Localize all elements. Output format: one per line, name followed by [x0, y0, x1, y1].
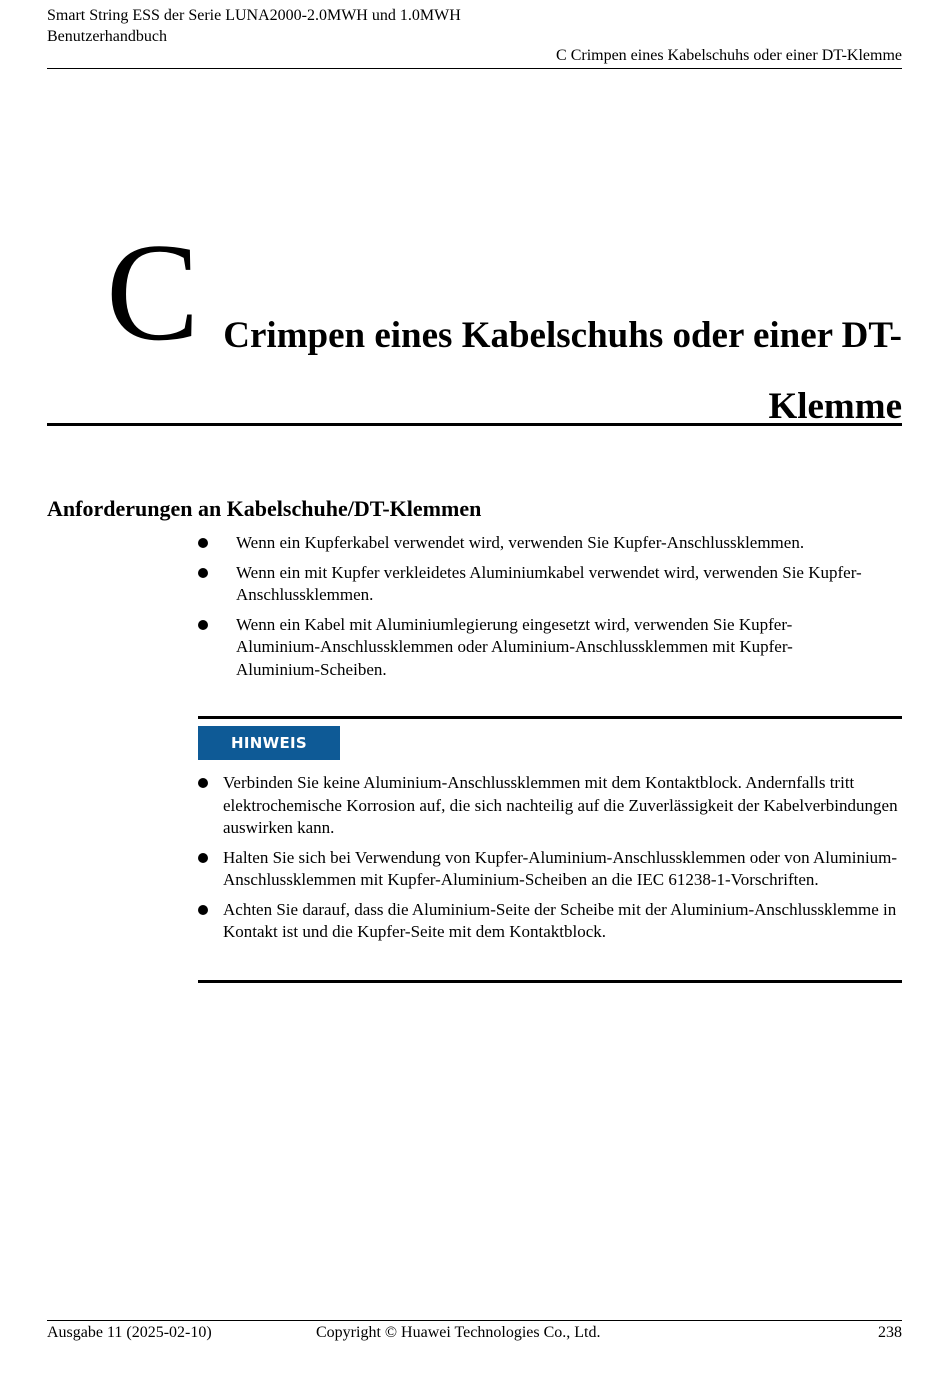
running-header-left [47, 5, 467, 47]
bullet-icon [198, 538, 208, 548]
bullet-icon [198, 778, 208, 788]
notice-item-text: Achten Sie darauf, dass die Aluminium-Seite der Scheibe mit der Aluminium-Anschlussklemme in Kontakt ist und die Kupfer-Seite mit dem Kontaktblock. [223, 899, 897, 941]
chapter-letter: C [106, 215, 200, 370]
list-item-text: Wenn ein Kabel mit Aluminiumlegierung eingesetzt wird, verwenden Sie Kupfer-Aluminium-Anschlussklemmen oder Aluminium-Anschlussklemmen mit Kupfer-Aluminium-Scheiben. [236, 614, 793, 679]
page-number: 238 [878, 1324, 902, 1341]
list-item [198, 772, 898, 840]
footer-edition: Ausgabe 11 (2025-02-10) [47, 1324, 212, 1341]
list-item [198, 562, 868, 607]
header-chapter-ref: C Crimpen eines Kabelschuhs oder einer DT-Klemme [556, 47, 902, 64]
list-item [198, 847, 898, 892]
notice-item-text: Verbinden Sie keine Aluminium-Anschlussklemmen mit dem Kontaktblock. Andernfalls tritt elektrochemische Korrosion auf, die sich nachteilig auf die Zuverlässigkeit der Kabelverbindungen auswirken kann. [223, 773, 898, 837]
requirements-list [198, 532, 868, 688]
bullet-icon [198, 853, 208, 863]
title-divider [47, 423, 902, 426]
footer-divider [47, 1320, 902, 1321]
bullet-icon [198, 905, 208, 915]
chapter-title: Crimpen eines Kabelschuhs oder einer DT-Klemme [223, 315, 902, 427]
list-item-text: Wenn ein mit Kupfer verkleidetes Aluminiumkabel verwendet wird, verwenden Sie Kupfer-Anschlussklemmen. [236, 562, 862, 604]
header-product-title: Smart String ESS der Serie LUNA2000-2.0MWH und 1.0MWH [47, 7, 461, 24]
header-doc-type: Benutzerhandbuch [47, 28, 167, 45]
footer-copyright: Copyright © Huawei Technologies Co., Ltd. [316, 1324, 601, 1341]
notice-top-rule [198, 716, 902, 719]
notice-bottom-rule [198, 980, 902, 983]
bullet-icon [198, 620, 208, 630]
header-divider [47, 68, 902, 69]
notice-item-text: Halten Sie sich bei Verwendung von Kupfer-Aluminium-Anschlussklemmen oder von Aluminium-Anschlussklemmen mit Kupfer-Aluminium-Scheiben an die IEC 61238-1-Vorschriften. [223, 847, 898, 889]
list-item [198, 614, 868, 682]
notice-badge: HINWEIS [198, 726, 340, 760]
notice-list [198, 772, 898, 951]
list-item [198, 899, 898, 944]
bullet-icon [198, 568, 208, 578]
section-heading: Anforderungen an Kabelschuhe/DT-Klemmen [47, 496, 482, 521]
list-item [198, 532, 868, 555]
list-item-text: Wenn ein Kupferkabel verwendet wird, verwenden Sie Kupfer-Anschlussklemmen. [236, 533, 805, 552]
